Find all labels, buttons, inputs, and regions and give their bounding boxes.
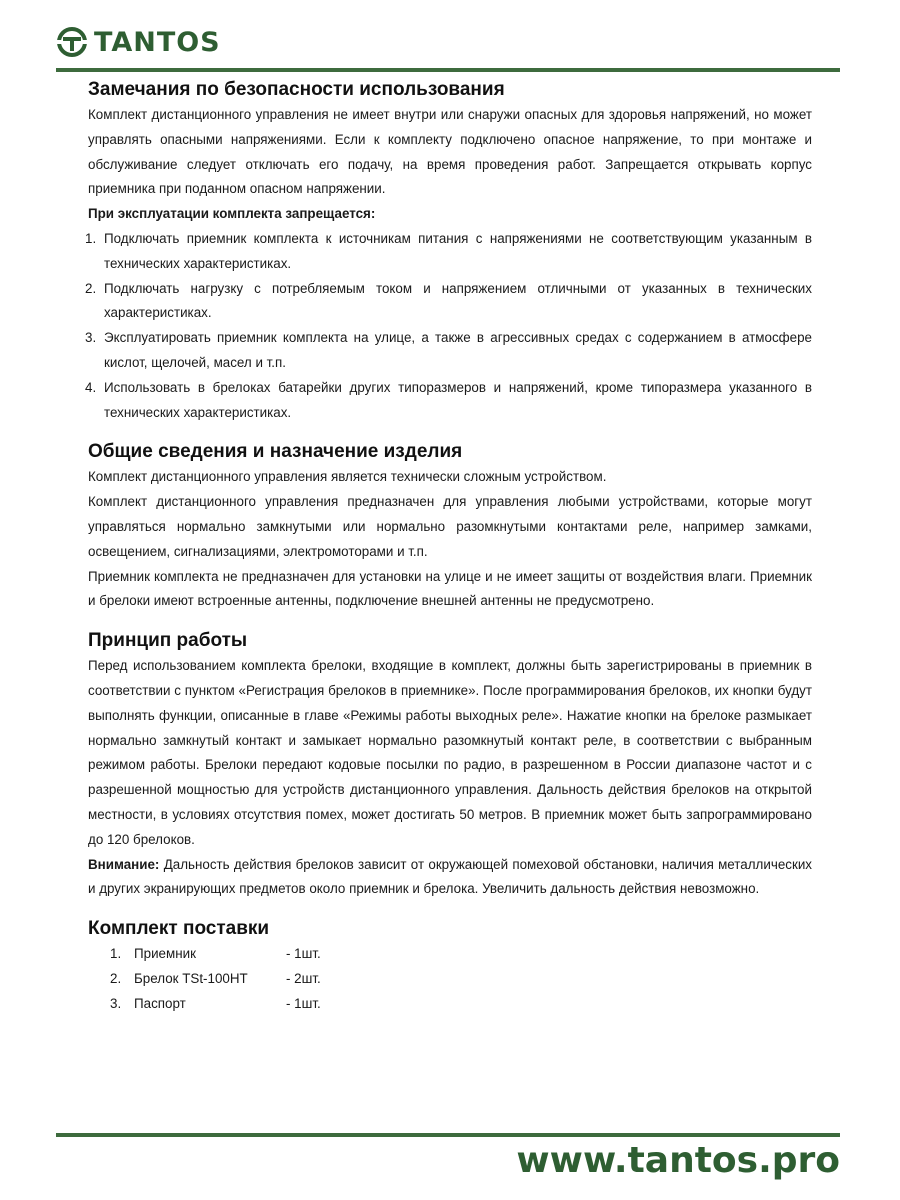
- principle-heading: Принцип работы: [88, 630, 248, 652]
- general-paragraph-2: Комплект дистанционного управления предназначен для управления любыми устройствами, которые могут управляться нормально замкнутыми или нормально разомкнутыми контактами реле, например замками, освещением, сигнализациями, электромоторами и т.п.: [88, 494, 812, 559]
- warning-text: Дальность действия брелоков зависит от окружающей помеховой обстановки, наличия металлических и других экранирующих предметов около приемник и брелока. Увеличить дальность действия невозможно.: [88, 856, 812, 897]
- tantos-logo-icon: [56, 26, 88, 58]
- list-item: 4. Использовать в брелоках батарейки других типоразмеров и напряжений, кроме типоразмера указанного в технических характеристиках.: [85, 379, 812, 420]
- safety-heading: Замечания по безопасности использования: [88, 79, 505, 100]
- header: [56, 22, 221, 62]
- warning-label: Внимание:: [88, 856, 160, 872]
- footer-website-link[interactable]: www.tantos.pro: [516, 1140, 840, 1181]
- general-paragraph-3: Приемник комплекта не предназначен для установки на улице и не имеет защиты от воздействия влаги. Приемник и брелоки имеют встроенные антенны, подключение внешней антенны не предусмотрено.: [88, 568, 812, 609]
- kit-item: 3. Паспорт - 1шт.: [110, 995, 321, 1011]
- general-heading: Общие сведения и назначение изделия: [88, 441, 463, 463]
- principle-paragraph: Перед использованием комплекта брелоки, входящие в комплект, должны быть зарегистрированы в приемник в соответствии с пунктом «Регистрация брелоков в приемнике». После программирования брелоков, их кнопки будут выполнять функции, описанные в главе «Режимы работы выходных реле». Нажатие кнопки на брелоке размыкает нормально замкнутый контакт и замыкает нормально разомкнутый контакт реле, в соответствии с выбранным режимом работы. Брелоки передают кодовые посылки по радио, в разрешенном в России диапазоне частот и с разрешенной мощностью для устройств дистанционного управления. Дальность действия брелоков на открытой местности, в условиях отсутствия помех, может достигать 50 метров. В приемник может быть запрограммировано до 120 брелоков.: [88, 658, 812, 847]
- kit-list: [88, 942, 812, 1016]
- kit-heading: Комплект поставки: [88, 918, 270, 940]
- prohibited-label: При эксплуатации комплекта запрещается:: [88, 206, 376, 222]
- header-divider: [56, 68, 840, 72]
- safety-paragraph: Комплект дистанционного управления не имеет внутри или снаружи опасных для здоровья напряжений, но может управлять опасными напряжениями. Если к комплекту подключено опасное напряжение, то при монтаже и обслуживание следует отключать его подачу, на время проведения работ. Запрещается открывать корпус приемника при поданном опасном напряжении.: [88, 107, 812, 197]
- general-paragraph-1: Комплект дистанционного управления является технически сложным устройством.: [88, 469, 607, 485]
- list-item: 1. Подключать приемник комплекта к источникам питания с напряжениями не соответствующим указанным в технических характеристиках.: [85, 230, 812, 271]
- kit-item: 1. Приемник - 1шт.: [110, 946, 321, 962]
- list-item: 3. Эксплуатировать приемник комплекта на улице, а также в агрессивных средах с содержанием в атмосфере кислот, щелочей, масел и т.п.: [85, 330, 812, 370]
- warning-paragraph: [88, 853, 812, 903]
- list-item: 2. Подключать нагрузку с потребляемым током и напряжением отличными от указанных в технических характеристиках.: [85, 280, 812, 321]
- document-body: [85, 77, 812, 1017]
- prohibited-list: [85, 227, 812, 425]
- kit-item: 2. Брелок TSt-100HT - 2шт.: [110, 970, 321, 986]
- logo-text: TANTOS: [94, 26, 221, 58]
- footer-divider: [56, 1133, 840, 1137]
